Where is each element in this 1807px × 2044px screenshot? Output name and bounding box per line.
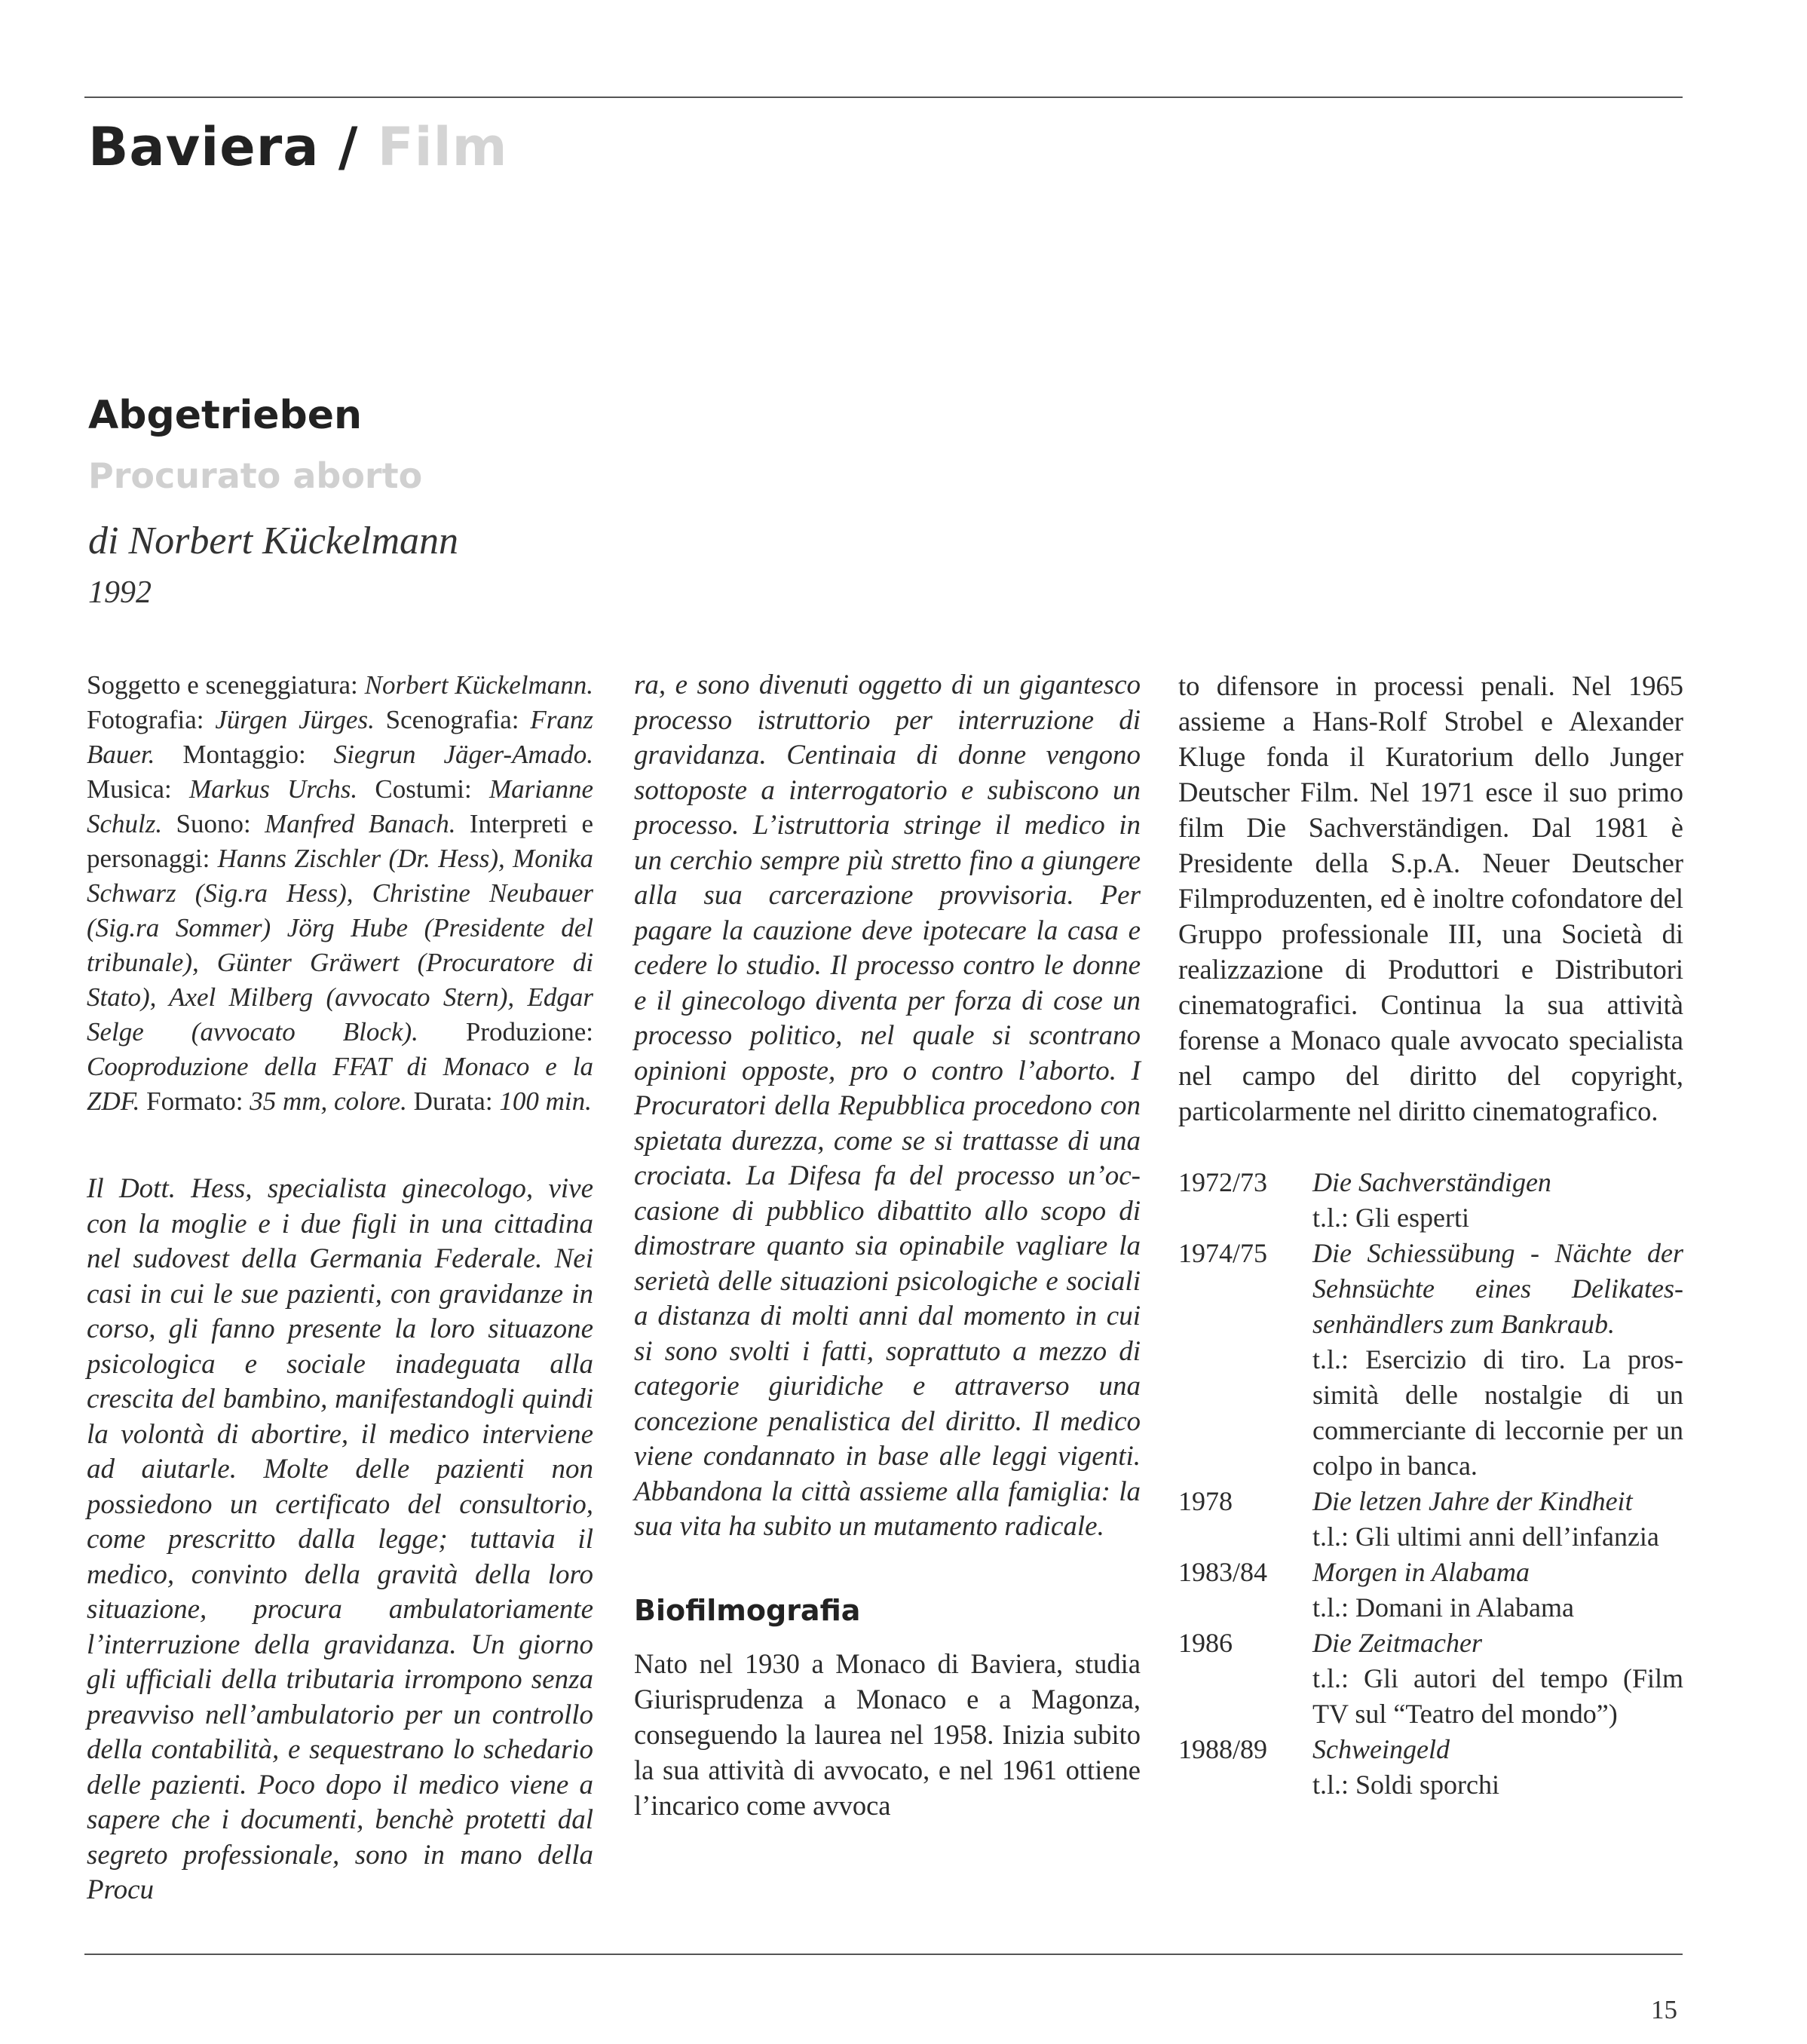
filmography-title: Morgen in Alabama	[1312, 1557, 1530, 1587]
column-3	[1178, 668, 1683, 1803]
biography-paragraph: Nato nel 1930 a Monaco di Baviera, studia Giurisprudenza a Monaco e a Magonza, conseguendo la laurea nel 1958. Inizia subito la sua attività di avvocato, e nel 1961 ottiene l’incarico come avvoca	[634, 1647, 1141, 1821]
filmography-entry	[1178, 1484, 1683, 1555]
filmography-translation: t.l.: Esercizio di tiro. La prossimità delle nostalgie di un commerciante di leccornie per un colpo in banca.	[1312, 1344, 1683, 1481]
film-subtitle: Procurato aborto	[88, 455, 423, 496]
credit-label: Costumi:	[357, 774, 489, 804]
credit-value: Marianne Schulz.	[87, 774, 593, 838]
filmography-year: 1983/84	[1178, 1557, 1268, 1587]
biofilmografia-heading: Biofilmografia	[634, 1593, 861, 1627]
film-year: 1992	[88, 575, 152, 610]
filmography-translation: t.l.: Gli ultimi anni dell’infanzia	[1312, 1522, 1659, 1552]
credit-label: Musica:	[87, 774, 189, 804]
credit-value: 100 min.	[499, 1086, 592, 1116]
filmography-year: 1974/75	[1178, 1238, 1268, 1268]
credit-label: Suono:	[162, 809, 265, 838]
credit-label: Durata:	[406, 1086, 500, 1116]
top-rule	[84, 97, 1683, 98]
credit-label: Montaggio:	[155, 740, 334, 769]
filmography-translation: t.l.: Domani in Alabama	[1312, 1592, 1574, 1623]
page-number: 15	[1651, 1995, 1677, 2024]
credit-label: Formato:	[139, 1086, 250, 1116]
credit-label: Scenografia:	[374, 705, 531, 734]
column-1	[87, 668, 593, 1908]
filmography-entry	[1178, 1165, 1683, 1236]
credit-value: Siegrun Jäger-Amado.	[333, 740, 593, 769]
film-title: Abgetrieben	[88, 393, 363, 438]
filmography-title: Schweingeld	[1312, 1734, 1450, 1764]
biography-continuation: to difensore in processi penali. Nel 1965 assieme a Hans-Rolf Strobel e Alexander Kluge fonda il Kuratorium dello Junger Deutscher Film. Nel 1971 esce il suo primo film Die Sachverständigen. Dal 1981 è Presidente della S.p.A. Neuer Deutscher Filmproduzenten, ed è inoltre cofondatore del Gruppo professionale III, una Società di realizzazione di Produttori e Distributori cinematografici. Continua la sua attività forense a Monaco quale avvocato specialista nel campo del diritto del copyright, particolarmente nel diritto cinematografico.	[1178, 670, 1683, 1126]
credit-value: Manfred Banach.	[265, 809, 456, 838]
bottom-rule	[84, 1954, 1683, 1955]
filmography-entry	[1178, 1555, 1683, 1626]
filmography-title: Die Sachverständigen	[1312, 1167, 1551, 1197]
filmography-year: 1978	[1178, 1486, 1233, 1516]
filmography-entry	[1178, 1732, 1683, 1803]
credits	[87, 668, 593, 1119]
filmography-year: 1986	[1178, 1628, 1233, 1658]
filmography-list	[1178, 1165, 1683, 1803]
filmography-translation: t.l.: Gli autori del tempo (Film TV sul “Teatro del mondo”)	[1312, 1663, 1683, 1729]
credit-value: 35 mm, colore.	[250, 1086, 407, 1116]
section-title-highlight: Film	[377, 116, 508, 178]
filmography-title: Die Zeitmacher	[1312, 1628, 1482, 1658]
column-2	[634, 668, 1141, 1823]
credit-label: Fotografia:	[87, 705, 216, 734]
filmography-translation: t.l.: Soldi sporchi	[1312, 1770, 1500, 1800]
filmography-year: 1972/73	[1178, 1167, 1268, 1197]
credit-value: Cooproduzione della FFAT di Monaco e la ZDF.	[87, 1052, 593, 1116]
filmography-translation: t.l.: Gli esperti	[1312, 1203, 1469, 1233]
credit-label: Soggetto e sceneggiatura:	[87, 670, 365, 700]
credit-value: Norbert Kückelmann.	[364, 670, 594, 700]
credit-label: Produzione:	[418, 1017, 593, 1047]
filmography-year: 1988/89	[1178, 1734, 1268, 1764]
filmography-title: Die letzen Jahre der Kindheit	[1312, 1486, 1633, 1516]
credit-value: Markus Urchs.	[188, 774, 358, 804]
filmography-entry	[1178, 1236, 1683, 1484]
filmography-title: Die Schiessübung - Nächte der Sehnsüchte eines Delikatessenhändlers zum Bankraub.	[1312, 1238, 1683, 1339]
section-title	[88, 116, 508, 178]
credit-value: Franz Bauer.	[87, 705, 593, 769]
film-director: di Norbert Kückelmann	[88, 519, 459, 562]
synopsis-paragraph: Il Dott. Hess, specialista ginecologo, vive con la moglie e i due figli in una cittadina nel sudovest della Germania Federale. Nei casi in cui le sue pazienti, con gravidanze in corso, gli fanno presente la loro situazone psicologica e sociale inadeguata alla crescita del bambino, manifestandogli quindi la volontà di abortire, il medico interviene ad aiutarle. Molte delle pazienti non possiedono un certificato del consultorio, come prescritto dalla legge; tuttavia il medico, convinto della gravità della loro situazione, procura ambulatoriamente l’interruzione della gravidanza. Un giorno gli ufficiali della tributaria irrompono senza preavviso nell’ambulatorio per un controllo della contabilità, e sequestrano lo schedario delle pazienti. Poco dopo il medico viene a sapere che i documenti, benchè protetti dal segreto professionale, sono in mano della Procu	[87, 1173, 593, 1905]
credit-label: Interpreti e personaggi:	[87, 809, 593, 873]
synopsis-continuation: ra, e sono divenuti oggetto di un gigantesco processo istruttorio per interruzione di gravidanza. Centinaia di donne vengono sottoposte a interrogatorio e subiscono un processo. L’istruttoria stringe il medico in un cerchio sempre più stretto fino a giungere alla sua carcerazione provvisoria. Per pagare la cauzione deve ipotecare la casa e cedere lo studio. Il processo contro le donne e il ginecologo diventa per forza di cose un processo politico, nel quale si scontrano opinioni opposte, pro o contro l’aborto. I Procuratori della Repubblica procedono con spietata durezza, come se si trattasse di una crociata. La Difesa fa del processo un’occasione di pubblico dibattito allo scopo di dimostrare quanto sia opinabile vagliare la serietà delle situazioni psicologiche e sociali a distanza di molti anni dal momento in cui si sono svolti i fatti, soprattuto a mezzo di categorie giuridiche e attraverso una concezione penalistica del diritto. Il medico viene condannato in base alle leggi vigenti. Abbandona la città assieme alla famiglia: la sua vita ha subito un mutamento radicale.	[634, 670, 1141, 1542]
credit-value: Hanns Zischler (Dr. Hess), Monika Schwarz (Sig.ra Hess), Christine Neubauer (Sig.ra Sommer) Jörg Hube (Presidente del tribunale), Günter Gräwert (Procuratore di Stato), Axel Milberg (avvocato Stern), Edgar Selge (avvocato Block).	[87, 844, 593, 1047]
filmography-entry	[1178, 1626, 1683, 1732]
credit-value: Jürgen Jürges.	[215, 705, 375, 734]
section-title-main: Baviera /	[88, 116, 359, 178]
